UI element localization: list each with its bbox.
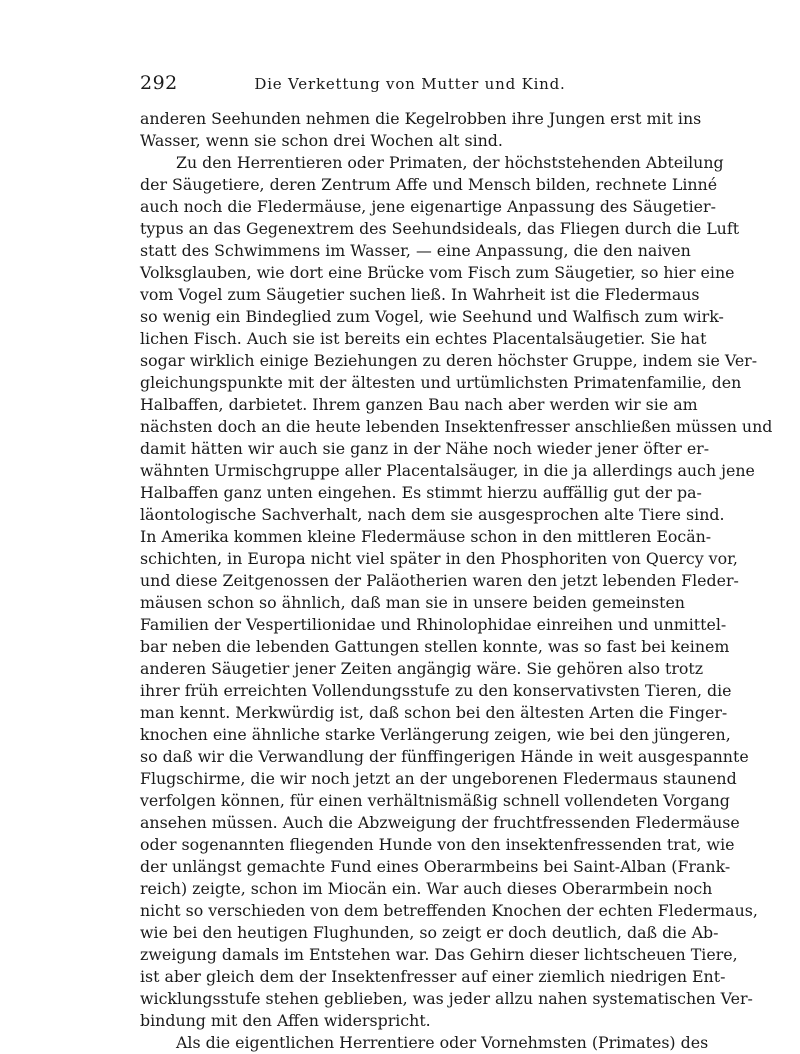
text-line: bindung mit den Affen widerspricht. xyxy=(140,1011,431,1030)
text-line: der Säugetiere, deren Zentrum Affe und Mensch bilden, rechnete Linné xyxy=(140,175,718,194)
text-line: ansehen müssen. Auch die Abzweigung der fruchtfressenden Fledermäuse xyxy=(140,813,740,832)
text-line: läontologische Sachverhalt, nach dem sie ausgesprochen alte Tiere sind. xyxy=(140,505,725,524)
text-line: anderen Säugetier jener Zeiten angängig wäre. Sie gehören also trotz xyxy=(140,659,704,678)
text-line: In Amerika kommen kleine Fledermäuse schon in den mittleren Eocän- xyxy=(140,527,712,546)
text-line: verfolgen können, für einen verhältnismäßig schnell vollendeten Vorgang xyxy=(140,791,730,810)
text-line: Volksglauben, wie dort eine Brücke vom Fisch zum Säugetier, so hier eine xyxy=(140,263,735,282)
running-head xyxy=(140,72,680,96)
running-title: Die Verkettung von Mutter und Kind. xyxy=(254,75,566,93)
text-line: wähnten Urmischgruppe aller Placentalsäuger, in die ja allerdings auch jene xyxy=(140,461,755,480)
text-line: und diese Zeitgenossen der Paläotherien waren den jetzt lebenden Fleder- xyxy=(140,571,739,590)
text-line: sogar wirklich einige Beziehungen zu deren höchster Gruppe, indem sie Ver- xyxy=(140,351,758,370)
text-line: vom Vogel zum Säugetier suchen ließ. In Wahrheit ist die Fledermaus xyxy=(140,285,700,304)
text-line: nicht so verschieden von dem betreffenden Knochen der echten Fledermaus, xyxy=(140,901,758,920)
text-line: man kennt. Merkwürdig ist, daß schon bei den ältesten Arten die Finger- xyxy=(140,703,728,722)
text-line: knochen eine ähnliche starke Verlängerung zeigen, wie bei den jüngeren, xyxy=(140,725,731,744)
text-line: Als die eigentlichen Herrentiere oder Vornehmsten (Primates) des xyxy=(176,1033,709,1052)
text-line: Familien der Vespertilionidae und Rhinolophidae einreihen und unmittel- xyxy=(140,615,727,634)
text-line: gleichungspunkte mit der ältesten und urtümlichsten Primatenfamilie, den xyxy=(140,373,742,392)
text-line: lichen Fisch. Auch sie ist bereits ein echtes Placentalsäugetier. Sie hat xyxy=(140,329,707,348)
text-line: ihrer früh erreichten Vollendungsstufe zu den konservativsten Tieren, die xyxy=(140,681,732,700)
text-line: zweigung damals im Entstehen war. Das Gehirn dieser lichtscheuen Tiere, xyxy=(140,945,738,964)
text-line: nächsten doch an die heute lebenden Insektenfresser anschließen müssen und xyxy=(140,417,773,436)
text-line: schichten, in Europa nicht viel später in den Phosphoriten von Quercy vor, xyxy=(140,549,738,568)
text-line: auch noch die Fledermäuse, jene eigenartige Anpassung des Säugetier- xyxy=(140,197,716,216)
text-line: oder sogenannten fliegenden Hunde von den insektenfressenden trat, wie xyxy=(140,835,735,854)
body-text xyxy=(140,108,773,1054)
page-number: 292 xyxy=(140,72,178,94)
text-line: so daß wir die Verwandlung der fünffingerigen Hände in weit ausgespannte xyxy=(140,747,749,766)
text-line: mäusen schon so ähnlich, daß man sie in unsere beiden gemeinsten xyxy=(140,593,685,612)
text-line: anderen Seehunden nehmen die Kegelrobben ihre Jungen erst mit ins xyxy=(140,109,702,128)
text-line: statt des Schwimmens im Wasser, — eine Anpassung, die den naiven xyxy=(140,241,691,260)
text-line: ist aber gleich dem der Insektenfresser auf einer ziemlich niedrigen Ent- xyxy=(140,967,726,986)
text-line: wie bei den heutigen Flughunden, so zeigt er doch deutlich, daß die Ab- xyxy=(140,923,719,942)
text-line: typus an das Gegenextrem des Seehundsideals, das Fliegen durch die Luft xyxy=(140,219,740,238)
text-line: so wenig ein Bindeglied zum Vogel, wie Seehund und Walfisch zum wirk- xyxy=(140,307,724,326)
text-line: Halbaffen ganz unten eingehen. Es stimmt hierzu auffällig gut der pa- xyxy=(140,483,702,502)
text-line: wicklungsstufe stehen geblieben, was jeder allzu nahen systematischen Ver- xyxy=(140,989,753,1008)
text-line: der unlängst gemachte Fund eines Oberarmbeins bei Saint-Alban (Frank- xyxy=(140,857,731,876)
text-line: Flugschirme, die wir noch jetzt an der ungeborenen Fledermaus staunend xyxy=(140,769,737,788)
text-line: Halbaffen, darbietet. Ihrem ganzen Bau nach aber werden wir sie am xyxy=(140,395,698,414)
text-line: damit hätten wir auch sie ganz in der Nähe noch wieder jener öfter er- xyxy=(140,439,710,458)
text-line: Wasser, wenn sie schon drei Wochen alt sind. xyxy=(140,131,503,150)
text-line: reich) zeigte, schon im Miocän ein. War auch dieses Oberarmbein noch xyxy=(140,879,713,898)
text-line: Zu den Herrentieren oder Primaten, der höchststehenden Abteilung xyxy=(176,153,724,172)
text-line: bar neben die lebenden Gattungen stellen konnte, was so fast bei keinem xyxy=(140,637,730,656)
